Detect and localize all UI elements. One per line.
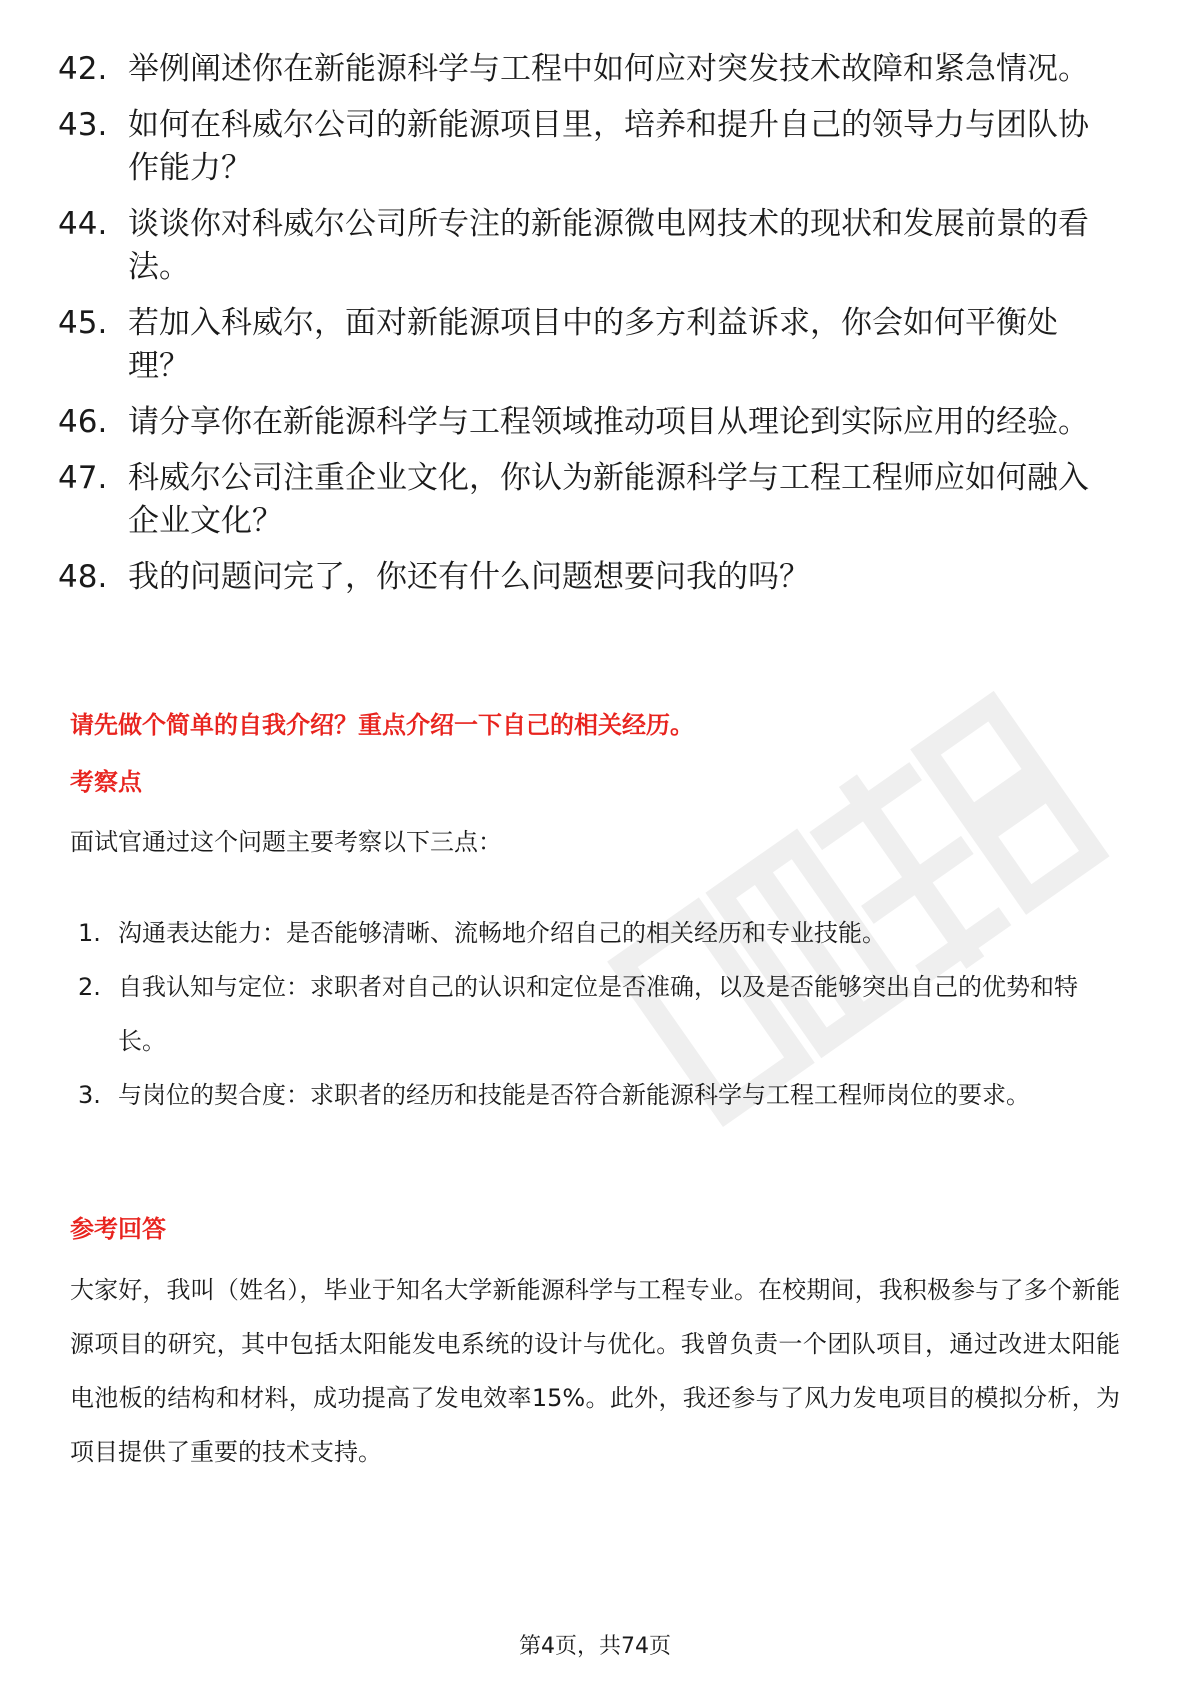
list-item	[58, 302, 1118, 388]
question-text: 科威尔公司注重企业文化，你认为新能源科学与工程工程师应如何融入企业文化？	[128, 460, 1089, 539]
point-number: 1.	[78, 919, 101, 947]
question-text: 谈谈你对科威尔公司所专注的新能源微电网技术的现状和发展前景的看法。	[128, 206, 1089, 285]
point-text: 沟通表达能力：是否能够清晰、流畅地介绍自己的相关经历和专业技能。	[118, 919, 886, 947]
focus-points-title: 考察点	[70, 768, 142, 796]
question-number: 44.	[58, 206, 108, 242]
question-number: 45.	[58, 305, 108, 341]
point-number: 3.	[78, 1081, 101, 1109]
question-text: 如何在科威尔公司的新能源项目里，培养和提升自己的领导力与团队协作能力？	[128, 107, 1089, 186]
list-item	[58, 203, 1118, 289]
point-number: 2.	[78, 973, 101, 1001]
reference-answer-text: 大家好，我叫（姓名），毕业于知名大学新能源科学与工程专业。在校期间，我积极参与了多个新能源项目的研究，其中包括太阳能发电系统的设计与优化。我曾负责一个团队项目，通过改进太阳能电池板的结构和材料，成功提高了发电效率15%。此外，我还参与了风力发电项目的模拟分析，为项目提供了重要的技术支持。	[70, 1276, 1120, 1466]
question-text: 若加入科威尔，面对新能源项目中的多方利益诉求，你会如何平衡处理？	[128, 305, 1058, 384]
page-number: 第4页，共74页	[519, 1634, 671, 1659]
question-number: 43.	[58, 107, 108, 143]
list-item	[78, 960, 1118, 1068]
list-item	[78, 906, 1118, 960]
question-text: 请分享你在新能源科学与工程领域推动项目从理论到实际应用的经验。	[128, 404, 1089, 440]
question-number: 47.	[58, 460, 108, 496]
focus-points-list	[78, 906, 1118, 1122]
question-text: 举例阐述你在新能源科学与工程中如何应对突发技术故障和紧急情况。	[128, 51, 1089, 87]
question-text: 我的问题问完了，你还有什么问题想要问我的吗？	[128, 559, 810, 595]
focus-intro: 面试官通过这个问题主要考察以下三点：	[70, 828, 502, 856]
list-item	[58, 401, 1118, 444]
question-number: 42.	[58, 51, 108, 87]
list-item	[58, 48, 1118, 91]
list-item	[58, 104, 1118, 190]
section-question-title: 请先做个简单的自我介绍？重点介绍一下自己的相关经历。	[70, 711, 694, 739]
reference-answer-title: 参考回答	[70, 1215, 166, 1243]
point-text: 自我认知与定位：求职者对自己的认识和定位是否准确，以及是否能够突出自己的优势和特长。	[118, 973, 1078, 1055]
list-item	[58, 457, 1118, 543]
question-number: 46.	[58, 404, 108, 440]
question-number: 48.	[58, 559, 108, 595]
list-item	[58, 556, 1118, 599]
question-list	[58, 48, 1118, 612]
list-item	[78, 1068, 1118, 1122]
point-text: 与岗位的契合度：求职者的经历和技能是否符合新能源科学与工程工程师岗位的要求。	[118, 1081, 1030, 1109]
